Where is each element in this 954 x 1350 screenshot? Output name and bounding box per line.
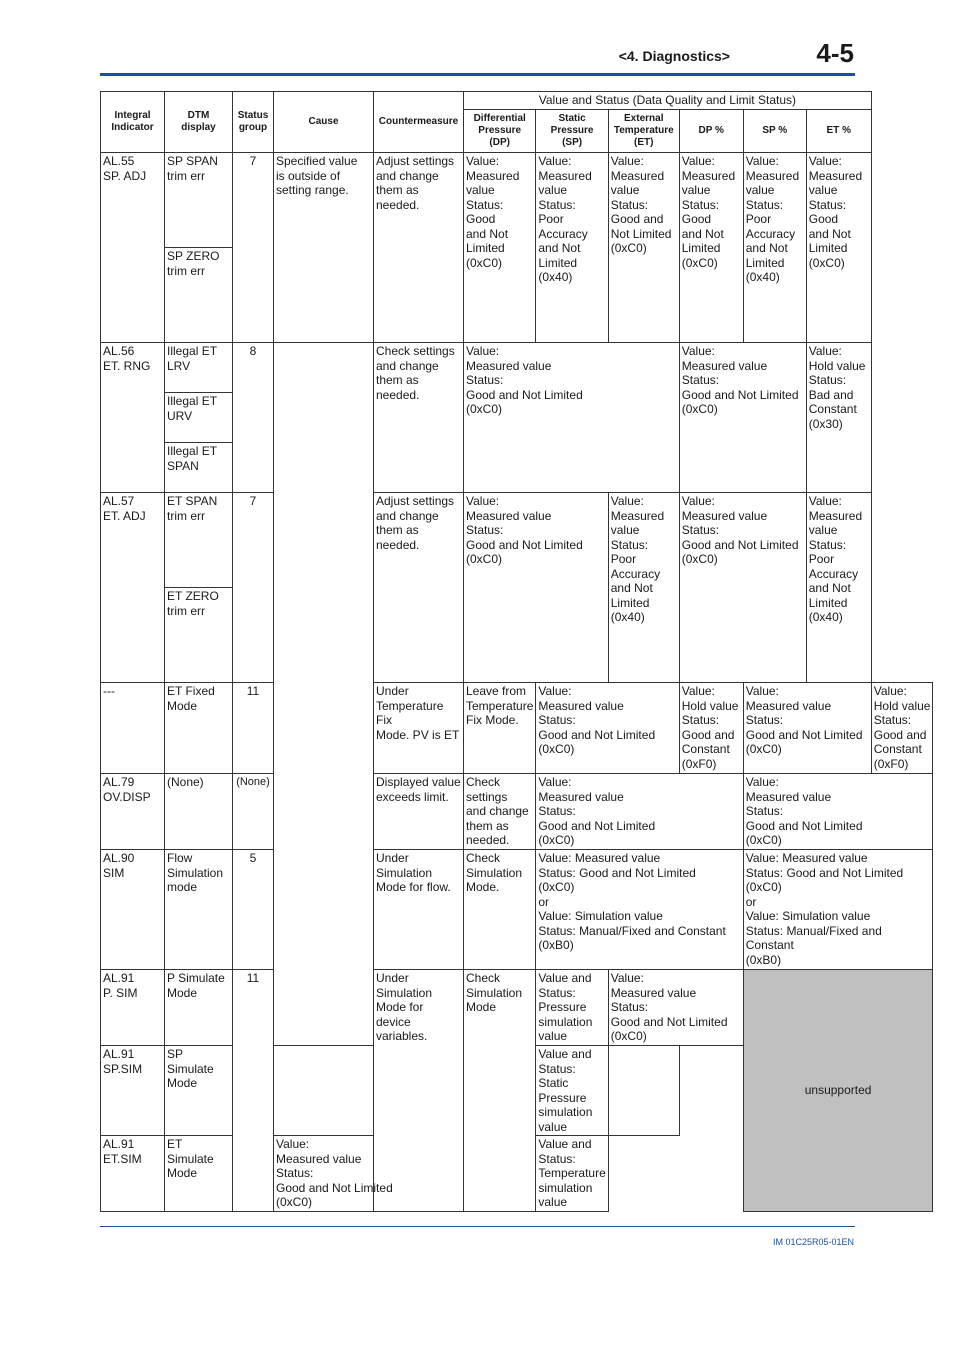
cell-dp-simulation: Value and Status: Pressure simulation value bbox=[536, 970, 608, 1046]
cell-sp-simulation: Value and Status: Static Pressure simulation value bbox=[536, 1046, 608, 1136]
cell-countermeasure: Check settings and change them as needed. bbox=[464, 774, 536, 850]
cell-status-group: 7 bbox=[233, 153, 274, 343]
cell-countermeasure: Check Simulation Mode. bbox=[464, 850, 536, 970]
cell-dtm: (None) bbox=[165, 774, 233, 850]
cell-et-pct: Value: Hold value Status: Bad and Constant (0x30) bbox=[806, 343, 871, 493]
cell-dp-sp: Value: Measured value Status: Good and Not Limited (0xC0) bbox=[464, 493, 609, 683]
cell-blank bbox=[274, 1046, 374, 1136]
cell-status-group: 11 bbox=[233, 683, 274, 774]
header-cause: Cause bbox=[274, 92, 374, 153]
cell-dtm: Illegal ET SPAN bbox=[165, 443, 233, 493]
header-status-group: Status group bbox=[233, 92, 274, 153]
cell-et-simulation: Value and Status: Temperature simulation value bbox=[536, 1136, 608, 1212]
header-dp: Differential Pressure (DP) bbox=[464, 110, 536, 153]
cell-et-pct: Value: Hold value Status: Good and Constant (0xF0) bbox=[871, 683, 933, 774]
cell-status-group: 5 bbox=[233, 850, 274, 970]
cell-blank bbox=[608, 1046, 679, 1136]
cell-countermeasure: Leave from Temperature Fix Mode. bbox=[464, 683, 536, 774]
cell-indicator: AL.56 ET. RNG bbox=[101, 343, 165, 493]
cell-dtm: SP ZERO trim err bbox=[165, 248, 233, 343]
cell-status-group: 8 bbox=[233, 343, 274, 493]
cell-sp: Value: Measured value Status: Poor Accuracy and Not Limited (0x40) bbox=[536, 153, 608, 343]
footer-rule bbox=[100, 1226, 855, 1227]
cell-et-pct: Value: Measured value Status: Good and Not Limited (0xC0) bbox=[806, 153, 871, 343]
cell-cause bbox=[274, 343, 374, 1046]
cell-status-group: 11 bbox=[233, 970, 274, 1212]
cell-dtm: ET Fixed Mode bbox=[165, 683, 233, 774]
header-integral-indicator: Integral Indicator bbox=[101, 92, 165, 153]
cell-indicator: AL.79 OV.DISP bbox=[101, 774, 165, 850]
cell-dp-sp-measured: Value: Measured value Status: Good and Not Limited (0xC0) bbox=[274, 1136, 464, 1212]
cell-dtm: Illegal ET LRV bbox=[165, 343, 233, 393]
cell-dp-sp-pct: Value: Measured value Status: Good and Not Limited (0xC0) bbox=[679, 343, 806, 493]
cell-pct-values: Value: Measured value Status: Good and Not Limited (0xC0) or Value: Simulation value Status: Manual/Fixed and Constant (0xB0) bbox=[743, 850, 933, 970]
page-number: 4-5 bbox=[816, 38, 854, 68]
cell-dtm: Illegal ET URV bbox=[165, 393, 233, 443]
diagnostics-table bbox=[100, 91, 933, 1212]
cell-status-group: 7 bbox=[233, 493, 274, 683]
cell-et: Value: Hold value Status: Good and Constant (0xF0) bbox=[679, 683, 743, 774]
cell-dtm: P Simulate Mode bbox=[165, 970, 233, 1046]
cell-dp-sp-pct: Value: Measured value Status: Good and Not Limited (0xC0) bbox=[679, 493, 806, 683]
section-title: <4. Diagnostics> bbox=[618, 48, 730, 64]
cell-dp-sp: Value: Measured value Status: Good and Not Limited (0xC0) bbox=[536, 683, 679, 774]
header-et: External Temperature (ET) bbox=[608, 110, 679, 153]
cell-device-values: Value: Measured value Status: Good and Not Limited (0xC0) or Value: Simulation value Status: Manual/Fixed and Constant (0xB0) bbox=[536, 850, 743, 970]
cell-cause: Under Simulation Mode for flow. bbox=[374, 850, 464, 970]
cell-cause: Displayed value exceeds limit. bbox=[374, 774, 464, 850]
cell-countermeasure: Adjust settings and change them as needed. bbox=[374, 153, 464, 343]
cell-status-group: (None) bbox=[233, 774, 274, 850]
header-countermeasure: Countermeasure bbox=[374, 92, 464, 153]
cell-indicator: AL.90 SIM bbox=[101, 850, 165, 970]
cell-dtm: Flow Simulation mode bbox=[165, 850, 233, 970]
header-dtm-display: DTM display bbox=[165, 92, 233, 153]
cell-et: Value: Measured value Status: Poor Accuracy and Not Limited (0x40) bbox=[608, 493, 679, 683]
cell-dtm: ET Simulate Mode bbox=[165, 1136, 233, 1212]
cell-sp-pct: Value: Measured value Status: Poor Accuracy and Not Limited (0x40) bbox=[743, 153, 806, 343]
header-et-pct: ET % bbox=[806, 110, 871, 153]
cell-indicator: AL.91 SP.SIM bbox=[101, 1046, 165, 1136]
cell-cause: Under Temperature Fix Mode. PV is ET bbox=[374, 683, 464, 774]
cell-indicator: AL.57 ET. ADJ bbox=[101, 493, 165, 683]
cell-indicator: AL.91 P. SIM bbox=[101, 970, 165, 1046]
cell-dp-sp-et: Value: Measured value Status: Good and Not Limited (0xC0) bbox=[464, 343, 680, 493]
header-dp-pct: DP % bbox=[679, 110, 743, 153]
header-sp-pct: SP % bbox=[743, 110, 806, 153]
cell-unsupported: unsupported bbox=[743, 970, 933, 1212]
cell-device-values: Value: Measured value Status: Good and Not Limited (0xC0) bbox=[536, 774, 743, 850]
cell-dtm: ET ZERO trim err bbox=[165, 588, 233, 683]
header-value-status: Value and Status (Data Quality and Limit Status) bbox=[464, 92, 872, 110]
cell-countermeasure: Adjust settings and change them as needed. bbox=[374, 493, 464, 683]
cell-dtm: SP Simulate Mode bbox=[165, 1046, 233, 1136]
cell-countermeasure: Check Simulation Mode bbox=[464, 970, 536, 1212]
cell-indicator: AL.55 SP. ADJ bbox=[101, 153, 165, 343]
cell-et-pct: Value: Measured value Status: Poor Accuracy and Not Limited (0x40) bbox=[806, 493, 871, 683]
cell-cause: Under Simulation Mode for device variables. bbox=[374, 970, 464, 1212]
cell-dtm: ET SPAN trim err bbox=[165, 493, 233, 588]
cell-et: Value: Measured value Status: Good and Not Limited (0xC0) bbox=[608, 153, 679, 343]
document-id: IM 01C25R05-01EN bbox=[772, 1237, 854, 1247]
cell-sp-et-measured: Value: Measured value Status: Good and Not Limited (0xC0) bbox=[608, 970, 743, 1046]
cell-cause: Specified value is outside of setting range. bbox=[274, 153, 374, 343]
cell-dtm: SP SPAN trim err bbox=[165, 153, 233, 248]
cell-indicator: AL.91 ET.SIM bbox=[101, 1136, 165, 1212]
cell-indicator: --- bbox=[101, 683, 165, 774]
cell-dp-sp-pct: Value: Measured value Status: Good and Not Limited (0xC0) bbox=[743, 683, 871, 774]
cell-dp-pct: Value: Measured value Status: Good and Not Limited (0xC0) bbox=[679, 153, 743, 343]
header-sp: Static Pressure (SP) bbox=[536, 110, 608, 153]
cell-countermeasure: Check settings and change them as needed. bbox=[374, 343, 464, 493]
cell-pct-values: Value: Measured value Status: Good and Not Limited (0xC0) bbox=[743, 774, 933, 850]
header-rule bbox=[100, 73, 855, 76]
cell-dp: Value: Measured value Status: Good and Not Limited (0xC0) bbox=[464, 153, 536, 343]
